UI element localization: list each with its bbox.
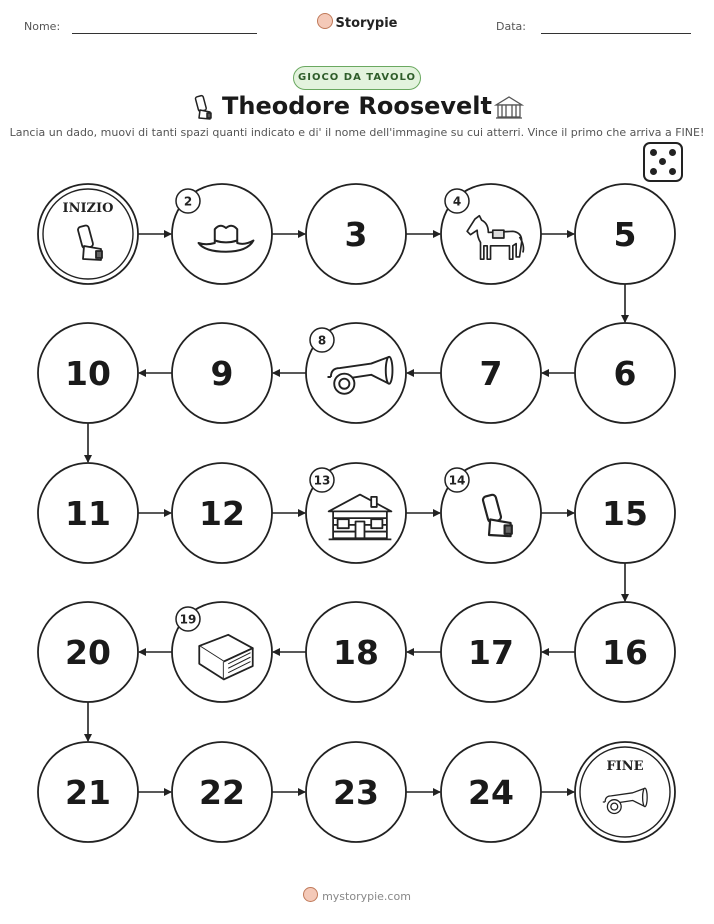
brand-name: Storypie (335, 16, 398, 31)
space-number: 4 (452, 194, 462, 209)
space-number: 9 (210, 354, 234, 393)
board-space-12 (172, 463, 272, 563)
space-number: 21 (65, 773, 111, 812)
board-space-22 (172, 742, 272, 842)
space-number: 11 (65, 494, 111, 533)
board-space-2 (172, 184, 272, 284)
board-space-17 (441, 602, 541, 702)
space-number: 7 (479, 354, 503, 393)
board-space-4 (441, 184, 541, 284)
board-space-3 (306, 184, 406, 284)
space-number: 20 (65, 633, 111, 672)
board-space-9 (172, 323, 272, 423)
storypie-logo-icon (303, 887, 318, 902)
space-circle (575, 742, 675, 842)
space-number: 3 (344, 215, 368, 254)
board-space-8 (306, 323, 406, 423)
spaces (38, 184, 675, 842)
space-number: 24 (468, 773, 514, 812)
space-number: 19 (179, 612, 197, 627)
date-label: Data: (496, 20, 526, 33)
board-space-11 (38, 463, 138, 563)
space-number: 16 (602, 633, 648, 672)
footer (0, 887, 714, 903)
board-space-21 (38, 742, 138, 842)
space-number: 15 (602, 494, 648, 533)
space-number: 22 (199, 773, 245, 812)
board-space-23 (306, 742, 406, 842)
space-number: 2 (183, 194, 193, 209)
space-number: 17 (468, 633, 514, 672)
board-space-13 (306, 463, 406, 563)
board-space-19 (172, 602, 272, 702)
name-label: Nome: (24, 20, 61, 33)
space-number: 13 (313, 473, 331, 488)
board-space-7 (441, 323, 541, 423)
footer-url: mystorypie.com (322, 890, 411, 903)
board-space-18 (306, 602, 406, 702)
space-number: 6 (613, 354, 637, 393)
board-space-16 (575, 602, 675, 702)
space-number: 12 (199, 494, 245, 533)
space-number: 23 (333, 773, 379, 812)
end-label: FINE (606, 759, 644, 774)
category-badge: GIOCO DA TAVOLO (293, 66, 421, 90)
instructions: Lancia un dado, muovi di tanti spazi quanti indicato e di' il nome dell'immagine su cui atterri. Vince il primo che arriva a FINE! (9, 126, 705, 139)
board-space-1 (38, 184, 138, 284)
board-space-24 (441, 742, 541, 842)
board-space-5 (575, 184, 675, 284)
board-space-20 (38, 602, 138, 702)
space-number: 10 (65, 354, 111, 393)
board-space-14 (441, 463, 541, 563)
board-space-25 (575, 742, 675, 842)
board-space-10 (38, 323, 138, 423)
page-title: Theodore Roosevelt (222, 92, 492, 120)
start-label: INIZIO (62, 201, 114, 216)
space-number: 5 (613, 215, 637, 254)
board-space-6 (575, 323, 675, 423)
board-space-15 (575, 463, 675, 563)
space-number: 14 (448, 473, 466, 488)
space-number: 18 (333, 633, 379, 672)
space-number: 8 (317, 333, 327, 348)
